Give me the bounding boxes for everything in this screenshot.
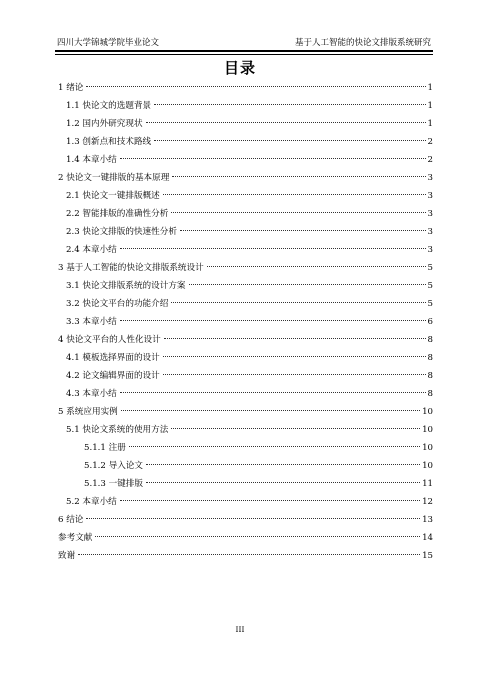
toc-entry-label: 2.2 智能排版的准确性分析 [66, 209, 169, 219]
toc-entry-page: 1 [427, 83, 433, 93]
toc-entry-page: 3 [427, 209, 433, 219]
page-header [55, 36, 433, 52]
toc-entry-page: 5 [427, 281, 433, 291]
toc-entry-label: 致谢 [58, 551, 76, 561]
toc-entry-page: 13 [422, 515, 433, 525]
toc-entry-page: 15 [422, 551, 433, 561]
table-of-contents [58, 79, 433, 565]
toc-entry-label: 2.4 本章小结 [66, 245, 117, 255]
toc-entry-page: 3 [427, 227, 433, 237]
toc-entry[interactable] [58, 475, 433, 493]
toc-entry[interactable] [58, 259, 433, 277]
toc-entry-label: 1.3 创新点和技术路线 [66, 137, 152, 147]
toc-dot-leader [120, 248, 426, 249]
toc-entry-page: 14 [422, 533, 433, 543]
toc-entry[interactable] [58, 313, 433, 331]
toc-dot-leader [172, 176, 425, 177]
toc-entry-label: 2 快论文一键排版的基本原理 [58, 173, 170, 183]
toc-entry-label: 5 系统应用实例 [58, 407, 118, 417]
toc-entry-page: 3 [427, 191, 433, 201]
toc-dot-leader [154, 140, 425, 141]
toc-entry-page: 10 [422, 443, 433, 453]
toc-entry-label: 1 绪论 [58, 83, 84, 93]
toc-entry-page: 6 [427, 317, 433, 327]
toc-dot-leader [163, 194, 426, 195]
toc-entry-label: 1.2 国内外研究现状 [66, 119, 143, 129]
toc-entry[interactable] [58, 277, 433, 295]
toc-dot-leader [164, 338, 426, 339]
toc-dot-leader [86, 86, 425, 87]
toc-entry-label: 3 基于人工智能的快论文排版系统设计 [58, 263, 204, 273]
toc-entry[interactable] [58, 223, 433, 241]
toc-entry-label: 4.2 论文编辑界面的设计 [66, 371, 160, 381]
toc-entry-label: 1.1 快论文的选题背景 [66, 101, 152, 111]
toc-dot-leader [120, 392, 426, 393]
toc-entry-label: 1.4 本章小结 [66, 155, 117, 165]
toc-entry[interactable] [58, 421, 433, 439]
toc-entry[interactable] [58, 241, 433, 259]
toc-entry-label: 5.1.3 一键排版 [84, 479, 143, 489]
toc-dot-leader [207, 266, 426, 267]
toc-dot-leader [146, 464, 420, 465]
toc-entry[interactable] [58, 169, 433, 187]
toc-entry-label: 2.3 快论文排版的快速性分析 [66, 227, 177, 237]
toc-entry[interactable] [58, 439, 433, 457]
toc-dot-leader [95, 536, 420, 537]
toc-entry-page: 8 [427, 335, 433, 345]
toc-dot-leader [129, 446, 420, 447]
toc-entry-page: 10 [422, 461, 433, 471]
page-number: III [235, 625, 245, 634]
toc-entry-label: 参考文献 [58, 533, 93, 543]
toc-entry-label: 3.2 快论文平台的功能介绍 [66, 299, 169, 309]
toc-entry[interactable] [58, 511, 433, 529]
toc-entry[interactable] [58, 529, 433, 547]
toc-entry[interactable] [58, 349, 433, 367]
toc-entry-page: 5 [427, 299, 433, 309]
toc-dot-leader [120, 500, 420, 501]
toc-entry-page: 2 [427, 155, 433, 165]
toc-dot-leader [163, 356, 426, 357]
toc-entry[interactable] [58, 115, 433, 133]
toc-entry-label: 6 结论 [58, 515, 84, 525]
toc-entry-page: 8 [427, 371, 433, 381]
toc-entry[interactable] [58, 97, 433, 115]
toc-entry[interactable] [58, 79, 433, 97]
toc-dot-leader [180, 230, 426, 231]
toc-entry-label: 4.3 本章小结 [66, 389, 117, 399]
toc-dot-leader [120, 158, 426, 159]
toc-entry-label: 5.1.2 导入论文 [84, 461, 143, 471]
toc-entry-label: 4 快论文平台的人性化设计 [58, 335, 161, 345]
toc-entry-page: 1 [427, 101, 433, 111]
toc-entry-label: 5.2 本章小结 [66, 497, 117, 507]
toc-entry-page: 3 [427, 173, 433, 183]
toc-entry-page: 10 [422, 425, 433, 435]
toc-entry[interactable] [58, 457, 433, 475]
toc-dot-leader [86, 518, 420, 519]
header-right-text: 基于人工智能的快论文排版系统研究 [294, 38, 431, 48]
toc-dot-leader [78, 554, 420, 555]
toc-title: 目录 [223, 59, 256, 77]
toc-dot-leader [171, 212, 425, 213]
toc-dot-leader [120, 320, 426, 321]
toc-entry-page: 8 [427, 353, 433, 363]
toc-entry-label: 4.1 模板选择界面的设计 [66, 353, 160, 363]
toc-entry[interactable] [58, 151, 433, 169]
toc-entry[interactable] [58, 367, 433, 385]
toc-entry-page: 2 [427, 137, 433, 147]
toc-dot-leader [171, 428, 420, 429]
toc-entry[interactable] [58, 187, 433, 205]
toc-entry-page: 5 [427, 263, 433, 273]
toc-entry[interactable] [58, 133, 433, 151]
toc-dot-leader [171, 302, 425, 303]
toc-entry-label: 2.1 快论文一键排版概述 [66, 191, 160, 201]
toc-entry[interactable] [58, 493, 433, 511]
toc-entry-page: 1 [427, 119, 433, 129]
toc-entry[interactable] [58, 205, 433, 223]
toc-entry-label: 3.1 快论文排版系统的设计方案 [66, 281, 186, 291]
toc-entry-label: 5.1.1 注册 [84, 443, 126, 453]
toc-dot-leader [121, 410, 420, 411]
toc-dot-leader [146, 482, 420, 483]
toc-entry[interactable] [58, 385, 433, 403]
toc-dot-leader [154, 104, 425, 105]
toc-entry-page: 8 [427, 389, 433, 399]
toc-entry-label: 3.3 本章小结 [66, 317, 117, 327]
toc-entry[interactable] [58, 403, 433, 421]
toc-entry[interactable] [58, 547, 433, 565]
toc-entry[interactable] [58, 295, 433, 313]
toc-entry-label: 5.1 快论文系统的使用方法 [66, 425, 169, 435]
header-left-text: 四川大学锦城学院毕业论文 [57, 38, 160, 48]
toc-dot-leader [163, 374, 426, 375]
toc-dot-leader [146, 122, 426, 123]
toc-entry-page: 12 [422, 497, 433, 507]
toc-entry-page: 10 [422, 407, 433, 417]
toc-entry-page: 3 [427, 245, 433, 255]
toc-entry-page: 11 [422, 479, 433, 489]
toc-entry[interactable] [58, 331, 433, 349]
toc-dot-leader [189, 284, 426, 285]
